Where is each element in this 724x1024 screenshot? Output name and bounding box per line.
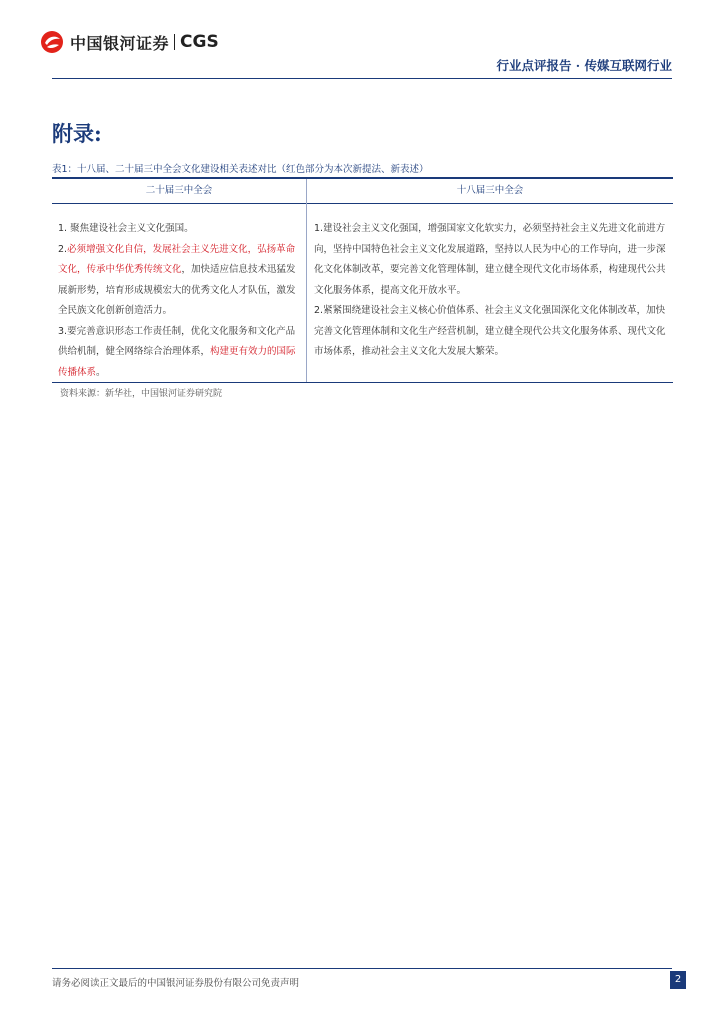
comparison-table — [52, 177, 673, 383]
paragraph-2-rest: ，加快适应信息技术迅猛发展新形势，培育形成规模宏大的优秀文化人才队伍，激发全民族文化创新创造活力。 — [58, 264, 296, 316]
cell-paragraph-2: 2.紧紧围绕建设社会主义核心价值体系、社会主义文化强国深化文化体制改革，加快完善文化管理体制和文化生产经营机制，建立健全现代公共文化服务体系、现代文化市场体系，推动社会主义文化大发展大繁荣。 — [314, 305, 666, 357]
footer-divider — [52, 968, 672, 969]
table-header-18th: 十八届三中全会 — [307, 179, 673, 204]
report-type-label: 行业点评报告 · 传媒互联网行业 — [496, 58, 672, 73]
new-statement-highlight: 必须增强文化自信，发展社会主义先进文化，弘扬革命文化，传承中华优秀传统文化 — [58, 243, 296, 275]
table-cell-18th — [314, 219, 669, 363]
paragraph-3-suffix: 。 — [96, 366, 106, 378]
table-caption: 表1：十八届、二十届三中全会文化建设相关表述对比（红色部分为本次新提法、新表述） — [52, 164, 429, 175]
paragraph-2-prefix: 2. — [58, 243, 68, 255]
galaxy-logo-icon — [40, 30, 64, 54]
logo-divider — [174, 34, 175, 50]
cell-paragraph-3 — [58, 322, 300, 384]
table-source: 资料来源：新华社，中国银河证券研究院 — [60, 389, 223, 399]
table-cell-20th — [58, 219, 300, 383]
page-number: 2 — [670, 971, 686, 989]
appendix-title: 附录: — [52, 121, 102, 146]
footer-disclaimer: 请务必阅读正文最后的中国银河证券股份有限公司免责声明 — [52, 978, 300, 989]
company-logo — [40, 28, 219, 56]
table-header-20th: 二十届三中全会 — [52, 179, 306, 204]
cell-paragraph-1: 1. 聚焦建设社会主义文化强国。 — [58, 223, 194, 234]
header-divider — [52, 78, 672, 79]
paragraph-3-prefix: 3.要完善意识形态工作责任制，优化文化服务和文化产品供给机制，健全网络综合治理体系， — [58, 325, 296, 357]
new-statement-highlight: 构建更有效力的国际传播体系 — [58, 346, 296, 378]
cell-paragraph-1: 1.建设社会主义文化强国，增强国家文化软实力，必须坚持社会主义先进文化前进方向，坚持中国特色社会主义文化发展道路，坚持以人民为中心的工作导向，进一步深化文化体制改革，要完善文化管理体制，建立健全现代文化市场体系，构建现代公共文化服务体系，提高文化开放水平。 — [314, 223, 666, 296]
cell-paragraph-2 — [58, 240, 300, 322]
logo-chinese-name: 中国银河证券 — [70, 33, 170, 53]
logo-english-name: CGS — [180, 32, 219, 52]
table-column-divider — [306, 179, 307, 382]
